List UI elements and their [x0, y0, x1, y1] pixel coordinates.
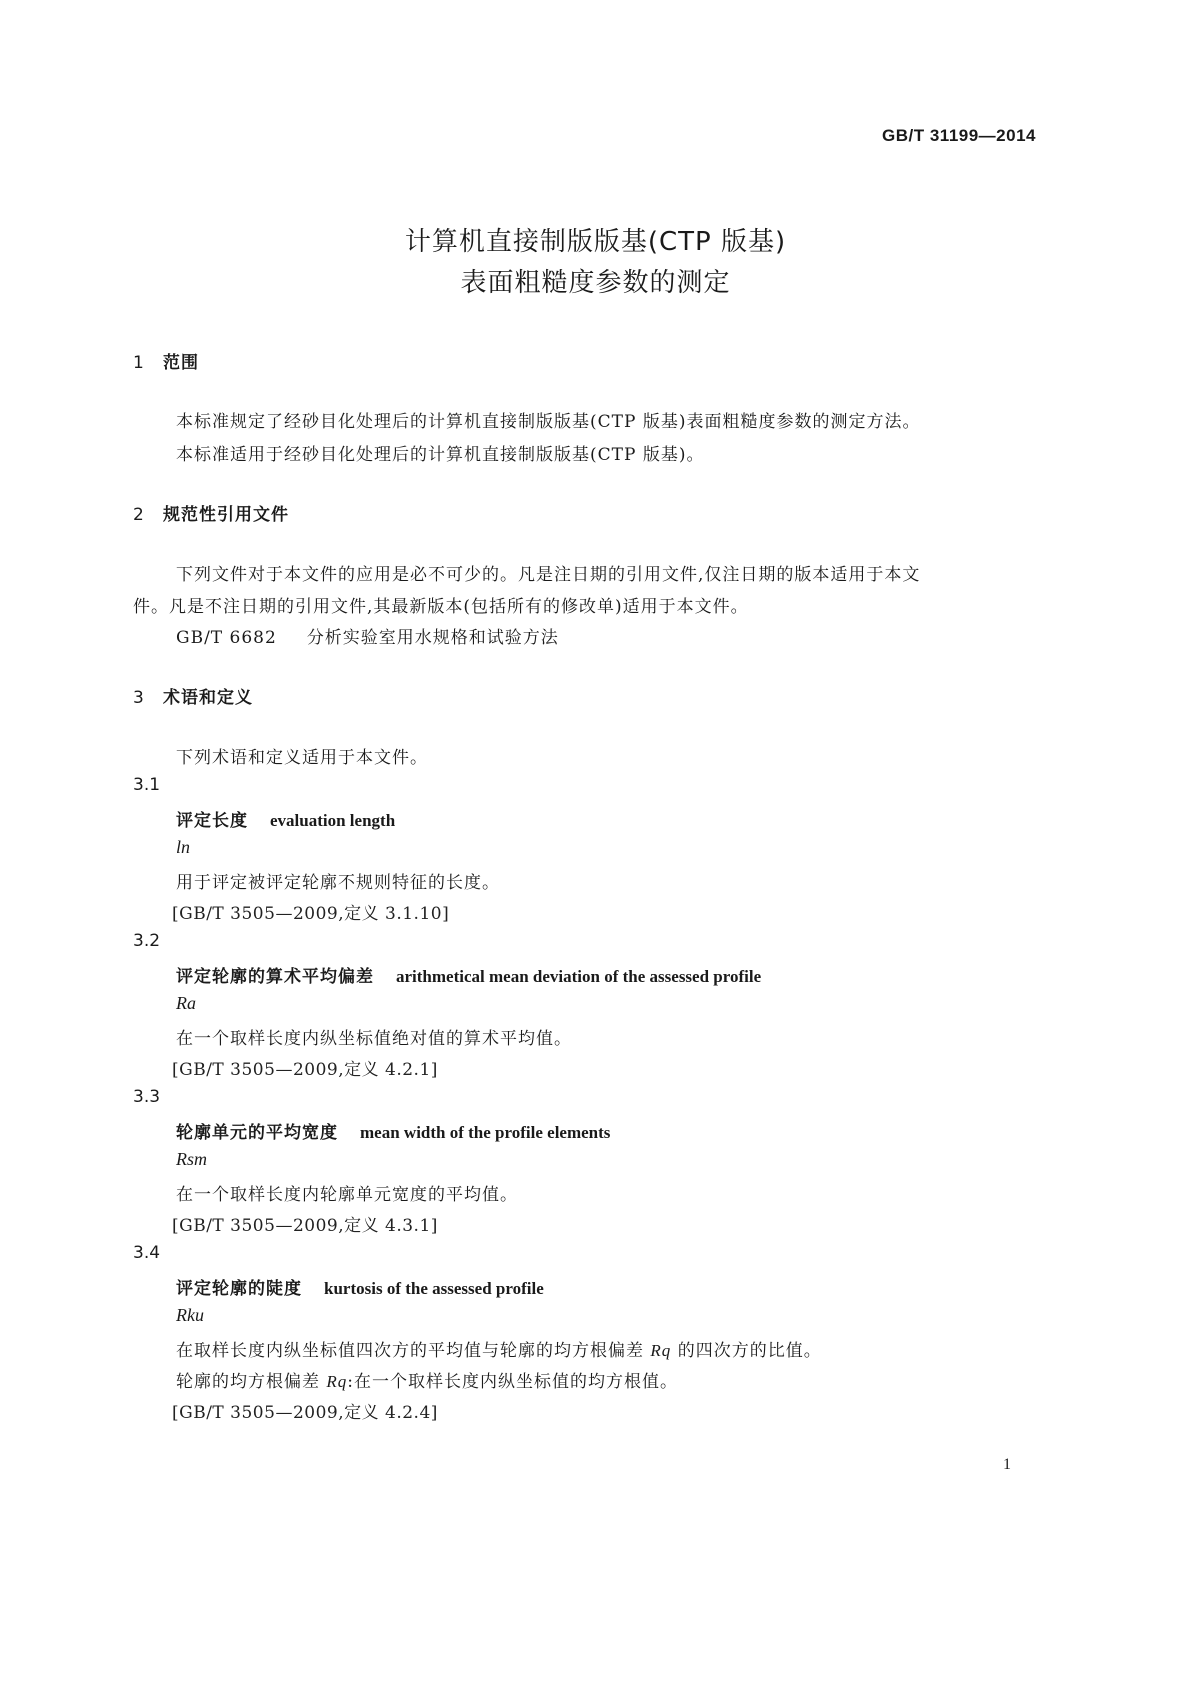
section-number: 2 [133, 505, 145, 525]
note-symbol: Rq [326, 1372, 348, 1391]
term-symbol: ln [176, 837, 191, 857]
term-source: [GB/T 3505—2009,定义 4.2.4] [172, 1403, 438, 1423]
section-2-paragraph-line-2: 件。凡是不注日期的引用文件,其最新版本(包括所有的修改单)适用于本文件。 [133, 597, 749, 617]
term-symbol: Rku [176, 1305, 204, 1325]
term-number: 3.2 [133, 931, 161, 951]
term-symbol: Rsm [176, 1149, 207, 1169]
section-number: 3 [133, 688, 145, 708]
section-number: 1 [133, 353, 145, 373]
term-definition: 在一个取样长度内纵坐标值绝对值的算术平均值。 [176, 1029, 572, 1049]
reference-code: GB/T 6682 [176, 628, 277, 648]
term-number: 3.4 [133, 1243, 161, 1263]
term-en: kurtosis of the assessed profile [324, 1279, 544, 1298]
term-note [176, 1367, 678, 1392]
term-heading [176, 806, 395, 831]
definition-text: 在取样长度内纵坐标值四次方的平均值与轮廓的均方根偏差 [176, 1341, 644, 1361]
reference-title: 分析实验室用水规格和试验方法 [306, 628, 559, 648]
definition-text: 的四次方的比值。 [677, 1341, 822, 1361]
term-zh: 评定轮廓的算术平均偏差 [176, 967, 374, 987]
term-definition: 用于评定被评定轮廓不规则特征的长度。 [176, 873, 500, 893]
term-definition: 在一个取样长度内轮廓单元宽度的平均值。 [176, 1185, 518, 1205]
standard-code: GB/T 31199—2014 [882, 126, 1036, 145]
section-title: 范围 [163, 353, 199, 373]
term-heading [176, 1118, 610, 1143]
section-1-heading [133, 348, 199, 373]
note-text: 轮廓的均方根偏差 [176, 1372, 320, 1392]
term-zh: 评定轮廓的陡度 [176, 1279, 302, 1299]
section-1-paragraph-2: 本标准适用于经砂目化处理后的计算机直接制版版基(CTP 版基)。 [176, 445, 705, 465]
page-number: 1 [1003, 1456, 1011, 1473]
section-title: 术语和定义 [163, 688, 253, 708]
term-number: 3.1 [133, 775, 161, 795]
term-symbol: Ra [176, 993, 196, 1013]
term-en: evaluation length [270, 811, 396, 830]
section-1-paragraph-1: 本标准规定了经砂目化处理后的计算机直接制版版基(CTP 版基)表面粗糙度参数的测定方法。 [176, 412, 921, 432]
term-definition [176, 1336, 822, 1361]
definition-symbol: Rq [650, 1341, 672, 1360]
term-en: arithmetical mean deviation of the assessed profile [396, 967, 762, 986]
term-source: [GB/T 3505—2009,定义 4.2.1] [172, 1060, 438, 1080]
section-3-heading [133, 683, 253, 708]
term-heading [176, 1274, 544, 1299]
title-line-2: 表面粗糙度参数的测定 [460, 268, 731, 298]
section-2-heading [133, 500, 289, 525]
term-zh: 轮廓单元的平均宽度 [176, 1123, 338, 1143]
title-line-1: 计算机直接制版版基(CTP 版基) [404, 227, 787, 257]
note-text: :在一个取样长度内纵坐标值的均方根值。 [347, 1372, 679, 1392]
term-source: [GB/T 3505—2009,定义 4.3.1] [172, 1216, 438, 1236]
document-title [0, 222, 1191, 304]
normative-reference [176, 623, 559, 648]
term-source: [GB/T 3505—2009,定义 3.1.10] [172, 904, 450, 924]
term-zh: 评定长度 [176, 811, 248, 831]
term-number: 3.3 [133, 1087, 161, 1107]
term-en: mean width of the profile elements [360, 1123, 611, 1142]
section-2-paragraph-line-1: 下列文件对于本文件的应用是必不可少的。凡是注日期的引用文件,仅注日期的版本适用于本文 [176, 565, 921, 585]
term-heading [176, 962, 761, 987]
section-title: 规范性引用文件 [163, 505, 289, 525]
section-3-intro: 下列术语和定义适用于本文件。 [176, 748, 428, 768]
